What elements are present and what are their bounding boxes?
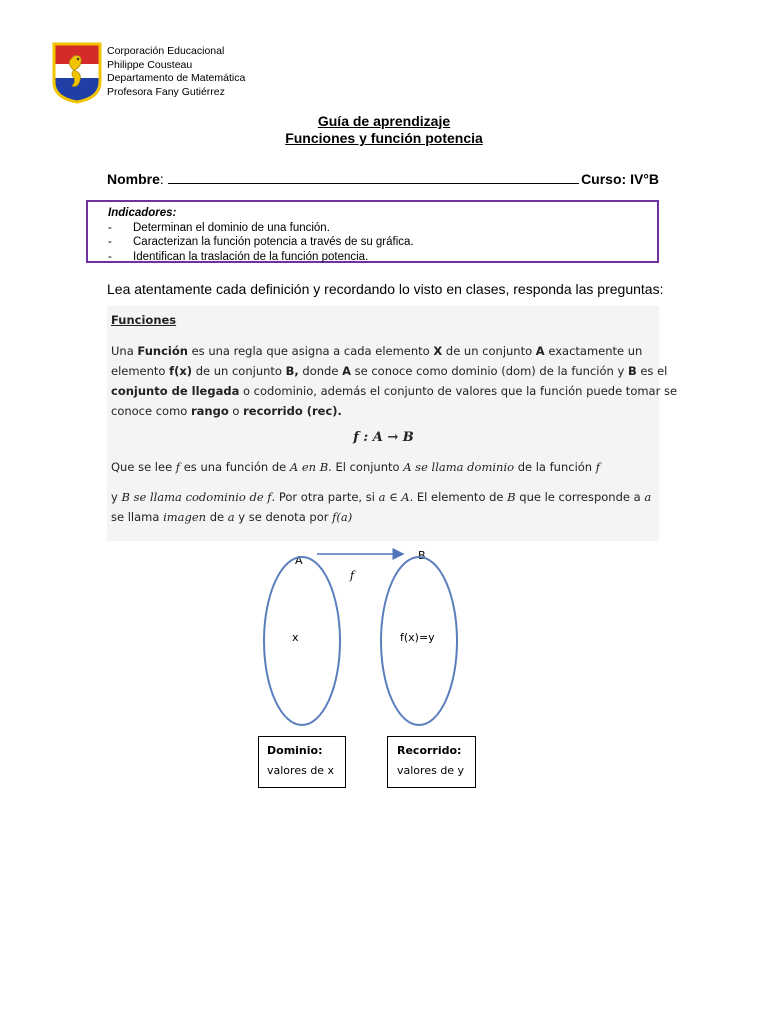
course-label: Curso: IV°B: [581, 171, 659, 187]
definition-line: Que se lee f es una función de A en B. El conjunto A se llama dominio de la función f: [111, 460, 601, 474]
indicator-text: Identifican la traslación de la función potencia.: [133, 250, 369, 263]
set-a-label: A: [295, 554, 303, 567]
indicator-item: [108, 250, 657, 265]
teacher: Profesora Fany Gutiérrez: [107, 85, 225, 98]
indicator-item: [108, 235, 657, 250]
name-label: Nombre: [107, 171, 160, 187]
school-patron: Philippe Cousteau: [107, 58, 193, 71]
domain-set-ellipse: [264, 557, 340, 725]
indicators-title: Indicadores:: [108, 207, 177, 219]
element-x: x: [292, 631, 299, 644]
school-info: [107, 45, 245, 99]
department: Departamento de Matemática: [107, 72, 246, 84]
definition-title: Funciones: [111, 313, 177, 327]
bullet-dash: -: [108, 236, 112, 248]
range-caption-title: Recorrido:: [397, 744, 462, 757]
definition-line: conjunto de llegada o codominio, además el conjunto de valores que la función puede tomar se: [111, 384, 678, 398]
indicator-item: [108, 221, 657, 236]
bullet-dash: -: [108, 221, 112, 234]
definition-line: se llama imagen de a y se denota por f(a): [111, 510, 353, 524]
indicator-text: Caracterizan la función potencia a través de su gráfica.: [133, 236, 414, 248]
title-line-2: Funciones y función potencia: [285, 130, 483, 146]
definition-line: y B se llama codominio de f. Por otra parte, si a ∈ A. El elemento de B que le corresponde a a: [111, 490, 652, 504]
domain-caption-title: Dominio:: [267, 744, 323, 757]
document-title: [0, 113, 768, 147]
name-colon: :: [159, 171, 164, 187]
set-b-label: B: [418, 549, 426, 562]
name-blank-line[interactable]: [168, 169, 579, 184]
school-crest-icon: [52, 42, 102, 104]
school-name: Corporación Educacional: [107, 45, 225, 57]
title-line-1: Guía de aprendizaje: [317, 113, 451, 129]
indicator-text: Determinan el dominio de una función.: [133, 221, 330, 234]
range-caption-text: valores de y: [397, 764, 465, 777]
function-notation-formula: f : A → B: [353, 430, 414, 445]
range-caption-box: [387, 736, 476, 788]
definition-line: Una Función es una regla que asigna a cada elemento X de un conjunto A exactamente un: [111, 344, 643, 358]
indicators-box: [86, 200, 659, 263]
definition-line: conoce como rango o recorrido (rec).: [111, 404, 342, 418]
function-label: f: [350, 569, 355, 582]
element-y: f(x)=y: [400, 631, 435, 644]
instruction-text: Lea atentamente cada definición y recordando lo visto en clases, responda las preguntas:: [107, 281, 664, 297]
domain-caption-box: [258, 736, 346, 788]
bullet-dash: -: [108, 250, 112, 263]
student-info-row: [107, 169, 659, 187]
definition-line: elemento f(x) de un conjunto B, donde A se conoce como dominio (dom) de la función y B es el: [111, 364, 668, 378]
domain-caption-text: valores de x: [267, 764, 335, 777]
definition-text: [111, 313, 678, 527]
